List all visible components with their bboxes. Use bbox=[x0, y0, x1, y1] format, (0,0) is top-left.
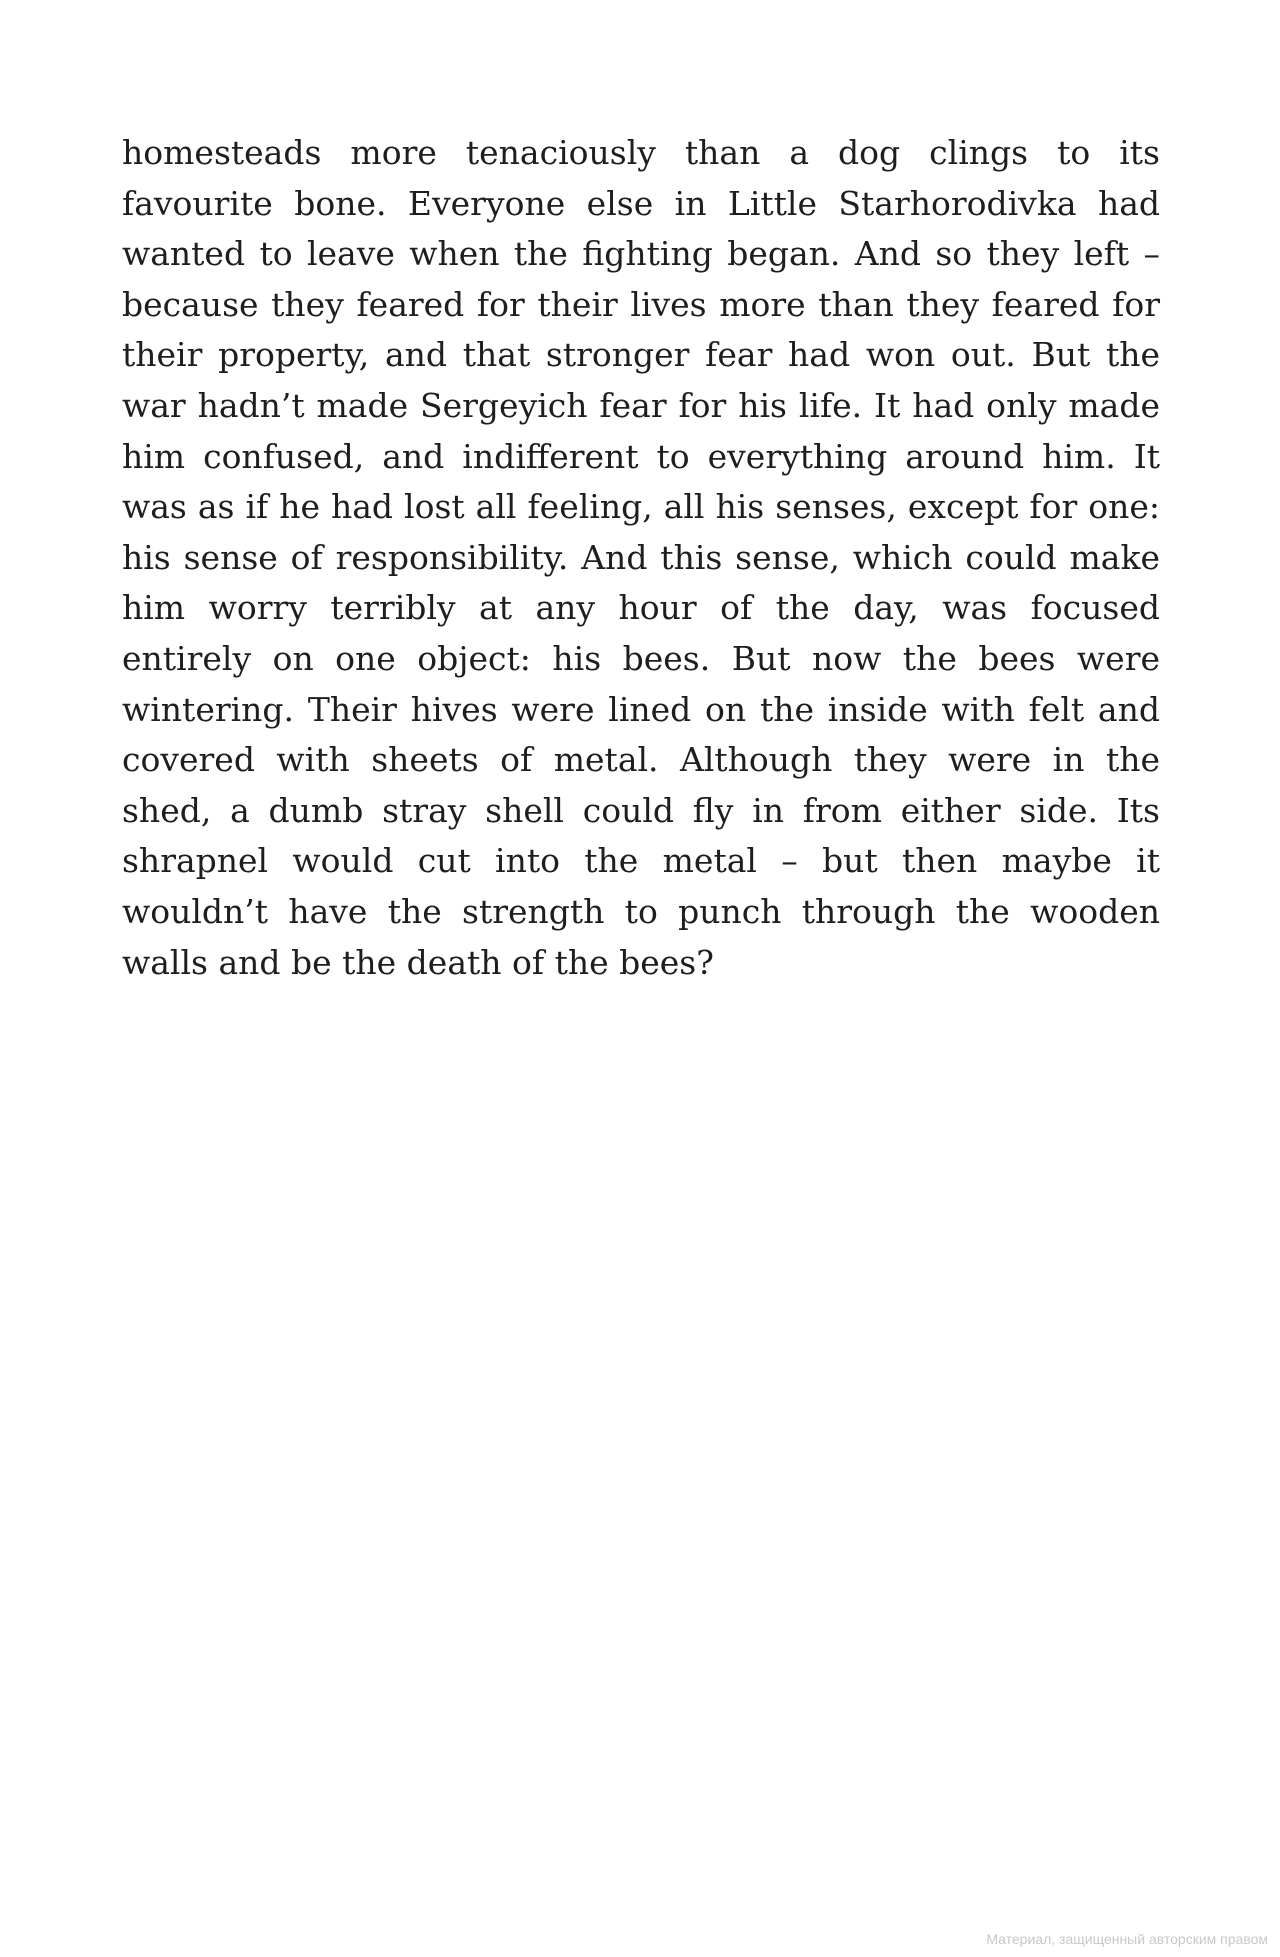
body-paragraph: homesteads more tenaciously than a dog clings to its favourite bone. Everyone else in Little Starhorodivka had wanted to leave when the fighting began. And so they left – because they feared for their lives more than they feared for their property, and that stronger fear had won out. But the war hadn’t made Sergeyich fear for his life. It had only made him confused, and indifferent to everything around him. It was as if he had lost all feeling, all his senses, except for one: his sense of responsibility. And this sense, which could make him worry terribly at any hour of the day, was focused entirely on one object: his bees. But now the bees were wintering. Their hives were lined on the inside with felt and covered with sheets of metal. Although they were in the shed, a dumb stray shell could fly in from either side. Its shrapnel would cut into the metal – but then maybe it wouldn’t have the strength to punch through the wooden walls and be the death of the bees? bbox=[122, 133, 1160, 982]
copyright-watermark: Материал, защищенный авторским правом bbox=[986, 1931, 1268, 1947]
